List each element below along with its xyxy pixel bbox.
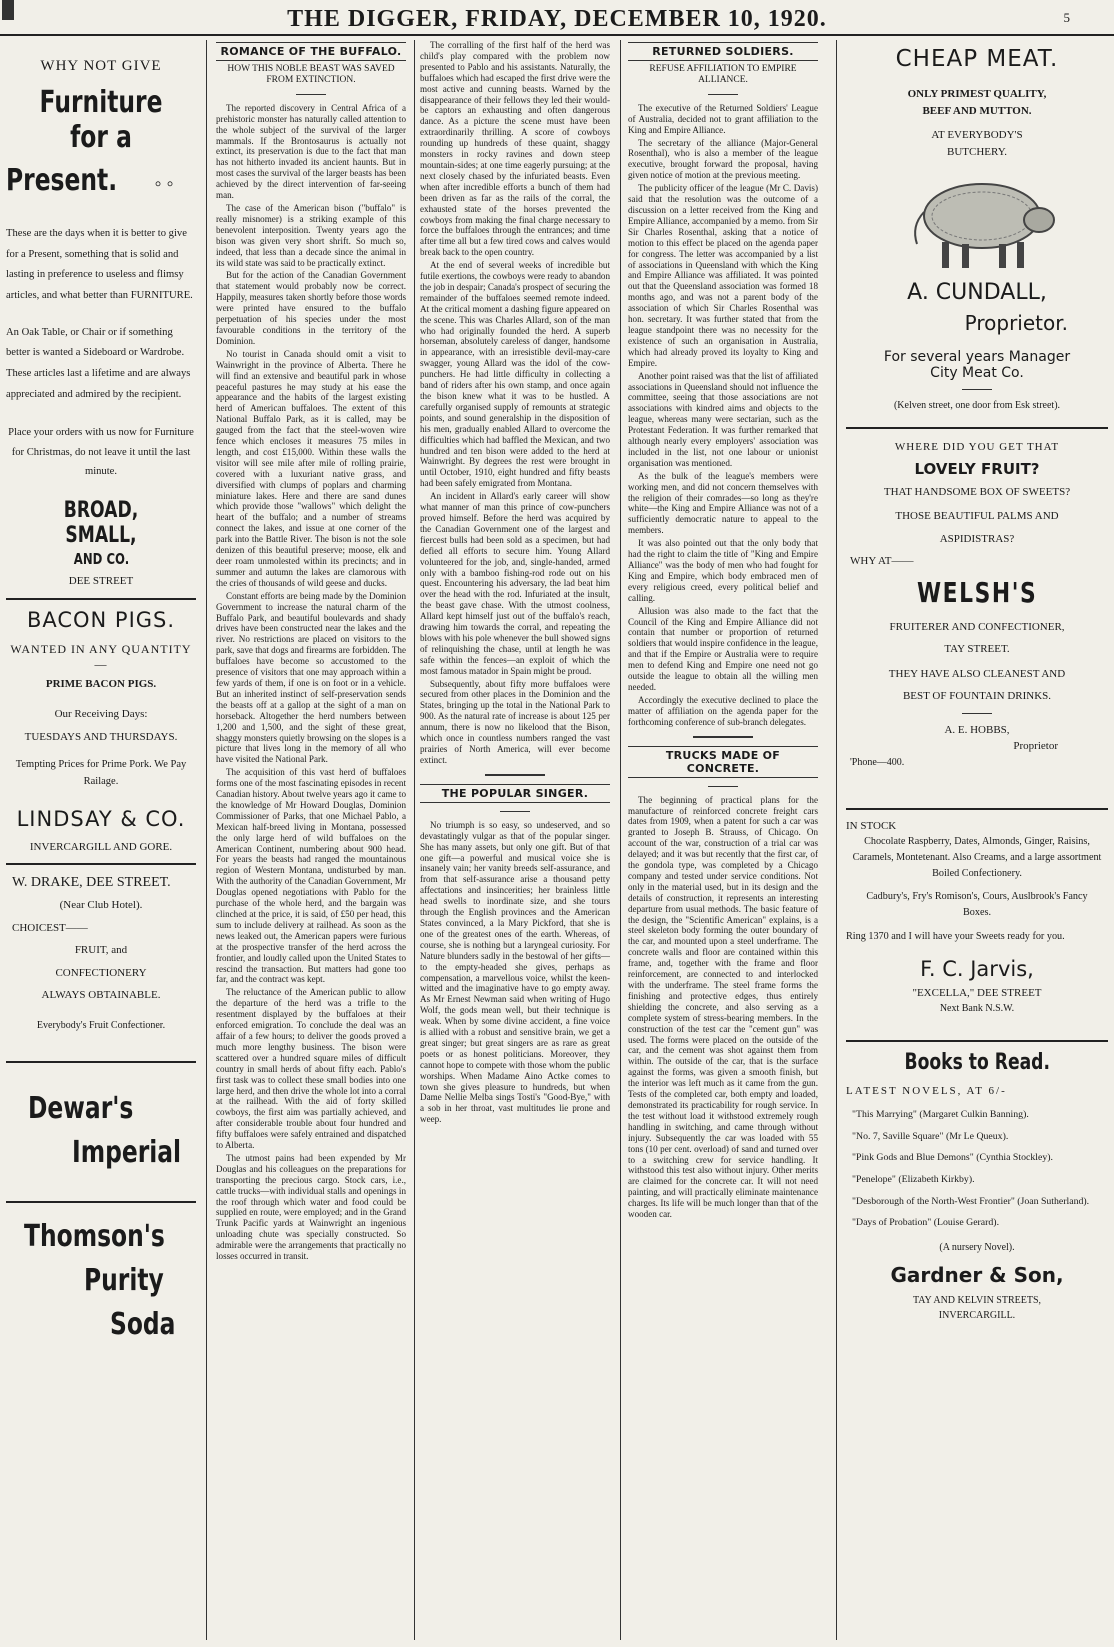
news-column (628, 40, 818, 1640)
ad-intro: WHY NOT GIVE (40, 58, 162, 74)
article-subheadline: REFUSE AFFILIATION TO EMPIRE ALLIANCE. (649, 64, 797, 85)
paragraph: Allusion was also made to the fact that the Council of the King and Empire Alliance did not contain that number or proportion of returned soldiers that would inspire confidence in the league, and that if the Empire or Australia were to require men to defend King and Empire one need not go outside the league to obtain all the willing men needed. (628, 605, 818, 692)
ad-text: PRIME BACON PIGS. (45, 677, 157, 690)
bacon-pigs-ad (6, 608, 196, 856)
ad-text: THAT HANDSOME BOX OF SWEETS? (883, 485, 1071, 498)
paragraph: But for the action of the Canadian Government that statement would probably now be correct. Happily, measures taken shortly before those words were printed have ensured to the buffalo perpetuation of his species under the most favourable conditions in the territory of the Dominion. (216, 270, 406, 346)
article-headline: ROMANCE OF THE BUFFALO. (216, 42, 406, 61)
ad-text: FRUIT, and (74, 944, 128, 957)
divider (6, 598, 196, 600)
book-item: "Desborough of the North-West Frontier" (Joan Sutherland). (852, 1195, 1090, 1207)
column-rule (206, 40, 207, 1640)
cattle-illustration-icon (887, 164, 1067, 274)
ad-headline: Books to Read. (904, 1050, 1050, 1076)
ad-text: City Meat Co. (930, 365, 1024, 381)
ad-column-right (846, 40, 1108, 1640)
firm-address: (Kelven street, one door from Esk street). (893, 400, 1061, 411)
ad-column-left (6, 40, 196, 1640)
paragraph: Subsequently, about fifty more buffaloes were secured from other places in the Dominion and the States, bringing up the total in the National Park to 900. As the natural rate of increase is about 125 per annum, there is now no likelood that the Bison, which once in countless numbers ranged the vast prairies of North America, will ever become extinct. (420, 678, 610, 765)
ad-text: BEST OF FOUNTAIN DRINKS. (902, 690, 1052, 702)
ad-headline: Dewar's (28, 1090, 134, 1126)
ad-headline: LOVELY FRUIT? (914, 459, 1040, 478)
ad-text: ASPIDISTRAS? (939, 532, 1015, 545)
divider (6, 1201, 196, 1203)
article-body (420, 820, 610, 1125)
paragraph: Constant efforts are being made by the Dominion Government to increase the natural charm of the Buffalo Park, and beautiful boulevards and shady drives have been constructed near the lakes and the river. No restrictions are placed on visitors to the park, save that dogs and firearms are forbidden. The buffaloes have become so accustomed to the presence of visitors that one may approach within a few yards of them, if one is on foot or in a vehicle. But an inherited instinct of self-preservation sends the beasts off at a gallop at the sight of a man on horseback. Altogether the herd numbers between 1,200 and 1,500, and the sight of these great, shaggy monsters quietly browsing on the slopes is a picture that lives long in the memory of all who have visited the National Park. (216, 590, 406, 765)
ad-headline: CHEAP MEAT. (895, 46, 1059, 72)
divider (6, 863, 196, 865)
column-rule (620, 40, 621, 1640)
divider (708, 786, 738, 787)
paragraph: An incident in Allard's early career will show what manner of man this prince of cow-punchers proved himself. Before the herd was acquired by the Canadian Government one of the largest and fiercest bulls had been sold as a specimen, but had defied all efforts to secure him. Young Allard volunteered for the job, and, single-handed, armed only with a bamboo fishing-rod rode out on his quest. Encountering his adversary, the lad beat him over the head with the rod. Infuriated at the insult, the beast gave chase. With the utmost coolness, Allard kept himself just out of the buffalo's reach, drawing him towards the corral, and repeating the blows with his pole whenever the bull showed signs of relinquishing the chase, until at length he was safe within the fences—an exploit of which the most famous matador in Spain might be proud. (420, 491, 610, 676)
paragraph: No tourist in Canada should omit a visit to Wainwright in the province of Alberta. There he will find an extensive and beautiful park in whose peaceful pastures he may study at his ease the appearance and the habits of the largest existing herd of American buffaloes. The extent of this National Buffalo Park, as it is called, may be gauged from the fact that the steel-woven wire fence which encloses it measures 75 miles in length, and cost £15,000. Within these walls the visitor will see mile after mile of rolling prairie, covered with a luxuriant native grass, and diversified with clumps of poplars and charming miniature lakes. Here and there are sand dunes which provide those "wallows" which delight the heart of the buffalo; and a number of streams connect the lakes, and issue at one corner of the park into the Battle River. The bison is not the sole denizen of this beautiful preserve; moose, elk and deer roam unmolested within its precincts; and in summer and autumn the lakes are clamorous with the cries of thousands of wild geese and ducks. (216, 348, 406, 588)
ad-text: WHY AT—— (850, 555, 914, 567)
ad-text: CONFECTIONERY (55, 966, 147, 979)
paragraph: The beginning of practical plans for the manufacture of reinforced concrete freight cars dates from 1909, when a patent for such a car was granted to Joseph B. Strauss, of Chicago. On account of the war, construction of a trial car was delayed; and it was but recently that the first car, of the gondola type, was completed by a Chicago company and tested under service conditions. Not only in the material used, but in its design and the details of construction, it represents an interesting departure from usual methods. The basic feature of the design, the "Scientific American" explains, is a steel skeleton body forming the outer boundary of the car, and mounted upon a steel underframe. The concrete walls and floor are contained within this frame, and, together with the frame and floor reinforcement, are connected to and interlocked with the underframe. The steel frame forms the finishing and protective edges, thus entirely shielding the concrete, and also serving as a complete system of stress-bearing members. In the construction of the test car the "cement gun" was used. The forms were placed on the outside of the car, and the cement was shot against them from within. The outside of the car, that is the surface against the forms, was given a smooth finish, but the interior was left much as it came from the gun. Tests of the completed car, both empty and loaded, demonstrated its practicability for rough service. In the test without load it withstood extremely rough handling in switching, and came through without injury. Subsequently the car was loaded with 55 tons (10 per cent. overload) of sand and turned over to a switching crew for service handling. It withstood this test also without injury. Other merits are claimed for the concrete car. It will not need painting, and will practically eliminate maintenance charges. Its life will be much longer than that of the wooden car. (628, 794, 818, 1220)
article-body (628, 103, 818, 728)
ad-text: "EXCELLA," DEE STREET (912, 986, 1042, 999)
paragraph: The reported discovery in Central Africa of a prehistoric monster has naturally called attention to the whole subject of the survival of the larger mammals. If the Brontosaurus is actually not extinct, its preservation is due to the fact that man has not hitherto invaded its ancient haunts. But in most cases the survival of the larger beasts has been achieved by the direct intervention of far-seeing man. (216, 102, 406, 201)
divider (708, 94, 738, 95)
ad-text: THEY HAVE ALSO CLEANEST AND (888, 667, 1066, 680)
divider (485, 774, 545, 776)
books-to-read-ad (846, 1050, 1108, 1323)
paragraph: The secretary of the alliance (Major-General Rosenthal), who is also a member of the league executive, brought forward the proposal, having given notice of motion at the previous meeting. (628, 137, 818, 181)
ad-text: BUTCHERY. (946, 145, 1007, 158)
paragraph: It was also pointed out that the only body that had the right to claim the title of "King and Empire Alliance" was the body of men who had fought for King and Empire, which body embraced men of every religious creed, every political belief and calling. (628, 538, 818, 603)
ad-text: WHERE DID YOU GET THAT (894, 441, 1060, 453)
proprietor-name: A. CUNDALL, (907, 280, 1047, 305)
divider (693, 736, 753, 738)
paragraph: The case of the American bison ("buffalo" is really misnomer) is a striking example of this benevolent interposition. Twenty years ago the bison was given very short shrift. So much so, indeed, that less than a decade since the animal in its wild state was said to be practically extinct. (216, 203, 406, 268)
divider (962, 389, 992, 390)
ad-text: Place your orders with us now for Furniture for Christmas, do not leave it until the last minute. (8, 427, 194, 478)
firm-address: INVERCARGILL AND GORE. (29, 840, 173, 853)
newspaper-title: THE DIGGER, FRIDAY, DECEMBER 10, 1920. (287, 6, 827, 32)
ad-text: ONLY PRIMEST QUALITY, (907, 88, 1047, 100)
cheap-meat-ad (846, 46, 1108, 413)
divider (6, 1061, 196, 1063)
book-item: "Penelope" (Elizabeth Kirkby). (852, 1173, 975, 1185)
buffalo-continued-column (420, 40, 610, 1640)
paragraph: The corralling of the first half of the herd was child's play compared with the problem now presented to Pablo and his assistants. Naturally, the buffaloes which had escaped the first drive were the most active and cunning beasts. Warned by the disappearance of their fellows they led their would-be captors an exhausting and often dangerous dance. As a picture the scene must have been extraordinarily thrilling. A score of cowboys rounding up hundreds of these quaint, shaggy monsters in rocky ravines and down steep mountain-sides; at one time eagerly pursuing; at the next closely chased by the infuriated beasts. Even when after incredible efforts a bunch of them had been driven as far as the rails of the corral, the exhausted state of the horses prevented the cowboys from making the final charge necessary to force the buffaloes through the entrances; and time after time all but a few tired cows and calves would break back to the open country. (420, 40, 610, 258)
article-body (420, 40, 610, 766)
ad-headline: Soda (110, 1306, 176, 1342)
paragraph: The reluctance of the American public to allow the departure of the herd was a trifle to the resentment displayed by the buffaloes at their enforced emigration. To conclude the deal was an affair of a few hours; to deliver the goods proved a much more lengthy business. The bison were scattered over a hundred square miles of difficult country in small herds of about fifty each. Pablo's first task was to collect these small bodies into one large herd, and then drive the whole lot into a corral at the railhead. With the aid of forty skilled cowboys, the first aim was partially achieved, and after considerable trouble about four hundred and fifty buffaloes were safely entrained and dispatched to Alberta. (216, 987, 406, 1151)
dewars-ad (6, 1071, 196, 1193)
ad-text: Next Bank N.S.W. (939, 1003, 1015, 1015)
phone-number: 'Phone—400. (850, 756, 905, 768)
ad-text: An Oak Table, or Chair or if something better is wanted a Sideboard or Wardrobe. These articles last a lifetime and are always appreciated and admired by the recipient. (6, 326, 191, 400)
article-headline: RETURNED SOLDIERS. (628, 42, 818, 61)
paragraph: The executive of the Returned Soldiers' League of Australia, decided not to grant affiliation to the King and Empire Alliance. (628, 102, 818, 135)
ad-text: ALWAYS OBTAINABLE. (41, 989, 161, 1002)
proprietor-role: Proprietor. (964, 311, 1068, 335)
ad-headline: Imperial (72, 1134, 182, 1170)
book-item: "No. 7, Saville Square" (Mr Le Queux). (852, 1130, 1009, 1142)
ad-headline: Furniture for a (39, 85, 163, 155)
article-subheadline: HOW THIS NOBLE BEAST WAS SAVED FROM EXTINCTION. (227, 64, 395, 85)
article-body (216, 103, 406, 1262)
paragraph: No triumph is so easy, so undeserved, and so devastatingly vulgar as that of the popular singer. She has many assets, but only one gift. But of that one gift—a powerful and musical voice she is insanely vain; her vanity breeds self-assurance, and from that self-assurance arise a thousand petty affectations and insincerities; her brainless little head swells to inordinate size, and she tours through the English provinces and the American States convinced, a la Mary Pickford, that she is one of the greatest ones of the earth. Whereas, of course, she is nothing but a laryngeal curiosity. For Nature blunders sadly in the bestowal of her gifts—to the empty-headed she gives, perhaps as compensation, a marvellous voice, whilst the keen-witted and the imaginative have to go empty away. As Mr Ernest Newman said when writing of Hugo Wolf, the gods mean well, but their technique is weak. When by some divine accident, a fine voice is allied with a robust and sensitive brain, we get a great singer; but great singers are as rare as great poets or as honest politicians. Moreover, they cannot hope to compete with those whom the public worships. When Madame Aino Actke comes to town she gives pleasure to hundreds, but when Dame Nellie Melba sings Tosti's "Good-Bye," with a sob in her throat, vast multitudes lie prone and weep. (420, 819, 610, 1125)
buffalo-article-column (216, 40, 406, 1640)
paragraph: Another point raised was that the list of affiliated associations in Queensland should not influence the committee, seeing that those associations are not associations with kindred aims and objects to the league, whereas many were sectarian, such as the Protestant Federation. It was further remarked that although nearly every employers' association was included in the list, not one labour or unionist organisation was mentioned. (628, 370, 818, 468)
ad-text: AT EVERYBODY'S (931, 129, 1023, 141)
ad-text: FRUITERER AND CONFECTIONER, (889, 620, 1065, 633)
ad-dots: ◦ ◦ (154, 173, 174, 195)
ad-text: LATEST NOVELS, AT 6/- (846, 1085, 1007, 1098)
ad-text: Ring 1370 and I will have your Sweets ready for you. (846, 931, 1065, 943)
column-rule (414, 40, 415, 1640)
divider (846, 808, 1108, 810)
page-number: 5 (1063, 10, 1070, 25)
book-item: "Days of Probation" (Louise Gerard). (852, 1217, 1000, 1229)
drake-fruit-ad (6, 875, 196, 1033)
thomsons-soda-ad (6, 1211, 196, 1371)
divider (296, 94, 326, 95)
divider (962, 713, 992, 714)
welshs-fruit-ad (846, 439, 1108, 770)
ad-text: Everybody's Fruit Confectioner. (36, 1019, 166, 1031)
firm-name: WELSH'S (916, 575, 1038, 609)
ad-headline: Present. (6, 163, 118, 198)
column-rule (836, 40, 837, 1640)
firm-name: LINDSAY & CO. (16, 806, 186, 831)
proprietor-name: A. E. HOBBS, (944, 723, 1010, 736)
ad-text: Tempting Prices for Prime Pork. We Pay Railage. (15, 759, 187, 787)
firm-name: AND CO. (73, 550, 129, 569)
book-item: "This Marrying" (Margaret Culkin Banning). (852, 1108, 1029, 1120)
ad-headline: BACON PIGS. (26, 607, 176, 632)
firm-name: W. DRAKE, DEE STREET. (12, 875, 171, 891)
firm-address: TAY AND KELVIN STREETS, (912, 1295, 1042, 1307)
ad-text: For several years Manager (883, 349, 1071, 365)
proprietor-role: Proprietor (1013, 740, 1058, 752)
divider (846, 427, 1108, 429)
ad-text: Chocolate Raspberry, Dates, Almonds, Ginger, Raisins, Caramels, Montetenant. Also Creams, and a large assortment Boiled Confectionery. (852, 836, 1102, 879)
book-list (846, 1108, 1108, 1230)
book-item: "Pink Gods and Blue Demons" (Cynthia Stockley). (852, 1152, 1053, 1164)
paragraph: At the end of several weeks of incredible but futile exertions, the cowboys were ready to abandon the job in despair; Canada's prospect of securing the remainder of the buffaloes seemed remote indeed. At the critical moment a dashing figure appeared on the scene. This was Charles Allard, son of the man who had originally founded the herd. A superb horseman, absolutely careless of danger, handsome in appearance, with an irresistible devil-may-care swagger, young Allard was the idol of the cow-punchers. He had little difficulty in collecting a band of riders after his own stamp, and once again the bison knew what it was to be hustled. A carefully organised supply of remounts at strategic points, and sound generalship in the disposition of his men, gradually enabled Allard to overcome the difficulties which had baffled the Mexican, and two hundred and ten bison were added to the herd at Wainwright. By degrees the rest were brought in until October, 1910, eight hundred and fifty beasts had been safely emigrated from Montana. (420, 260, 610, 489)
ad-headline: IN STOCK (846, 819, 897, 832)
ad-text: THOSE BEAUTIFUL PALMS AND (895, 510, 1059, 522)
paragraph: The utmost pains had been expended by Mr Douglas and his colleagues on the preparations for transporting the precious cargo. Stock cars, i.e., cattle trucks—with individual stalls and openings in the roof through which water and food could be supplied en route, were employed; and in the Grand Trunk Pacific yards at Wainwright an ingenious unloading chute was specially constructed. So admirable were the arrangements that practically no losses occurred in transit. (216, 1152, 406, 1262)
ad-text: (Near Club Hotel). (59, 899, 143, 912)
paragraph: Accordingly the executive declined to place the matter of affiliation on the agenda paper for the forthcoming conference of sub-branch delegates. (628, 694, 818, 727)
ad-text: WANTED IN ANY QUANTITY— (10, 641, 192, 671)
ad-text: Cadbury's, Fry's Romison's, Cours, Auslbrook's Fancy Boxes. (866, 891, 1088, 919)
ad-headline: Purity (84, 1262, 164, 1298)
firm-name: Gardner & Son, (890, 1263, 1064, 1288)
firm-name: F. C. Jarvis, (920, 956, 1034, 981)
article-headline: THE POPULAR SINGER. (420, 784, 610, 803)
paragraph: As the bulk of the league's members were working men, and did not concern themselves with the religion of their comrades—so long as they're white—the King and Empire Alliance was not of a sufficiently democratic nature to appeal to the members. (628, 470, 818, 536)
ad-text: (A nursery Novel). (939, 1242, 1015, 1254)
paragraph: The publicity officer of the league (Mr C. Davis) said that the resolution was the outcome of a discussion on a letter received from the King and Empire Alliance, accompanied by a memo. from Sir Sir Charles Rosenthal, asking that a notice of motion to this effect be placed on the agenda paper for congress. The letter was accompanied by a list of associations in Queensland with which the King and Empire Alliance was affiliated. It was pointed out that the Queensland association was formed 18 months ago, and was not a parent body of the association of which Sir Charles Rosenthal was hon. secretary. It was further stated that from the league standpoint there was no necessity for the existence of such an organisation in Australia, which had already proved its loyalty to King and Empire. (628, 183, 818, 368)
article-body (628, 795, 818, 1220)
furniture-ad (6, 58, 196, 590)
divider (846, 1040, 1108, 1042)
jarvis-confectionery-ad (846, 818, 1108, 1017)
masthead (0, 0, 1114, 36)
firm-address: DEE STREET (68, 575, 134, 588)
ad-text: TUESDAYS AND THURSDAYS. (24, 730, 178, 743)
firm-name: BROAD, SMALL, (63, 498, 139, 549)
ad-text: CHOICEST—— (12, 921, 88, 934)
ad-text: TAY STREET. (944, 643, 1010, 655)
ad-text: Our Receiving Days: (54, 708, 148, 721)
divider (500, 811, 530, 812)
paragraph: The acquisition of this vast herd of buffaloes forms one of the most fascinating episodes in recent Canadian history. About twelve years ago it came to the knowledge of Mr Howard Douglas, Dominion Commissioner of Parks, that one Michael Pablo, a Mexican half-breed living in Montana, possessed the only large herd of wild buffaloes on the American Continent, numbering about 900 head. For years the beasts had ranged the mountainous region of Western Montana, undisturbed by man. With the authority of the Canadian Government, Mr Douglas opened negotiations with Pablo for the purchase of the whole herd, and the bargain was clinched at the price, it is said, of £50 per head, this sum to include delivery at railhead. As soon as the news leaked out, the American papers were furious at the prospective transfer of the herd across the frontier, and loudly called upon the United States to rescind the transaction. But matters had gone too far, and the contract was kept. (216, 767, 406, 985)
firm-address: INVERCARGILL. (938, 1310, 1016, 1322)
article-headline: TRUCKS MADE OF CONCRETE. (628, 746, 818, 778)
ad-text: BEEF AND MUTTON. (922, 104, 1032, 117)
ad-text: These are the days when it is better to give for a Present, something that is solid and lasting in preference to useless and flimsy articles, and what better than FURNITURE. (6, 228, 193, 301)
ad-headline: Thomson's (24, 1218, 165, 1254)
